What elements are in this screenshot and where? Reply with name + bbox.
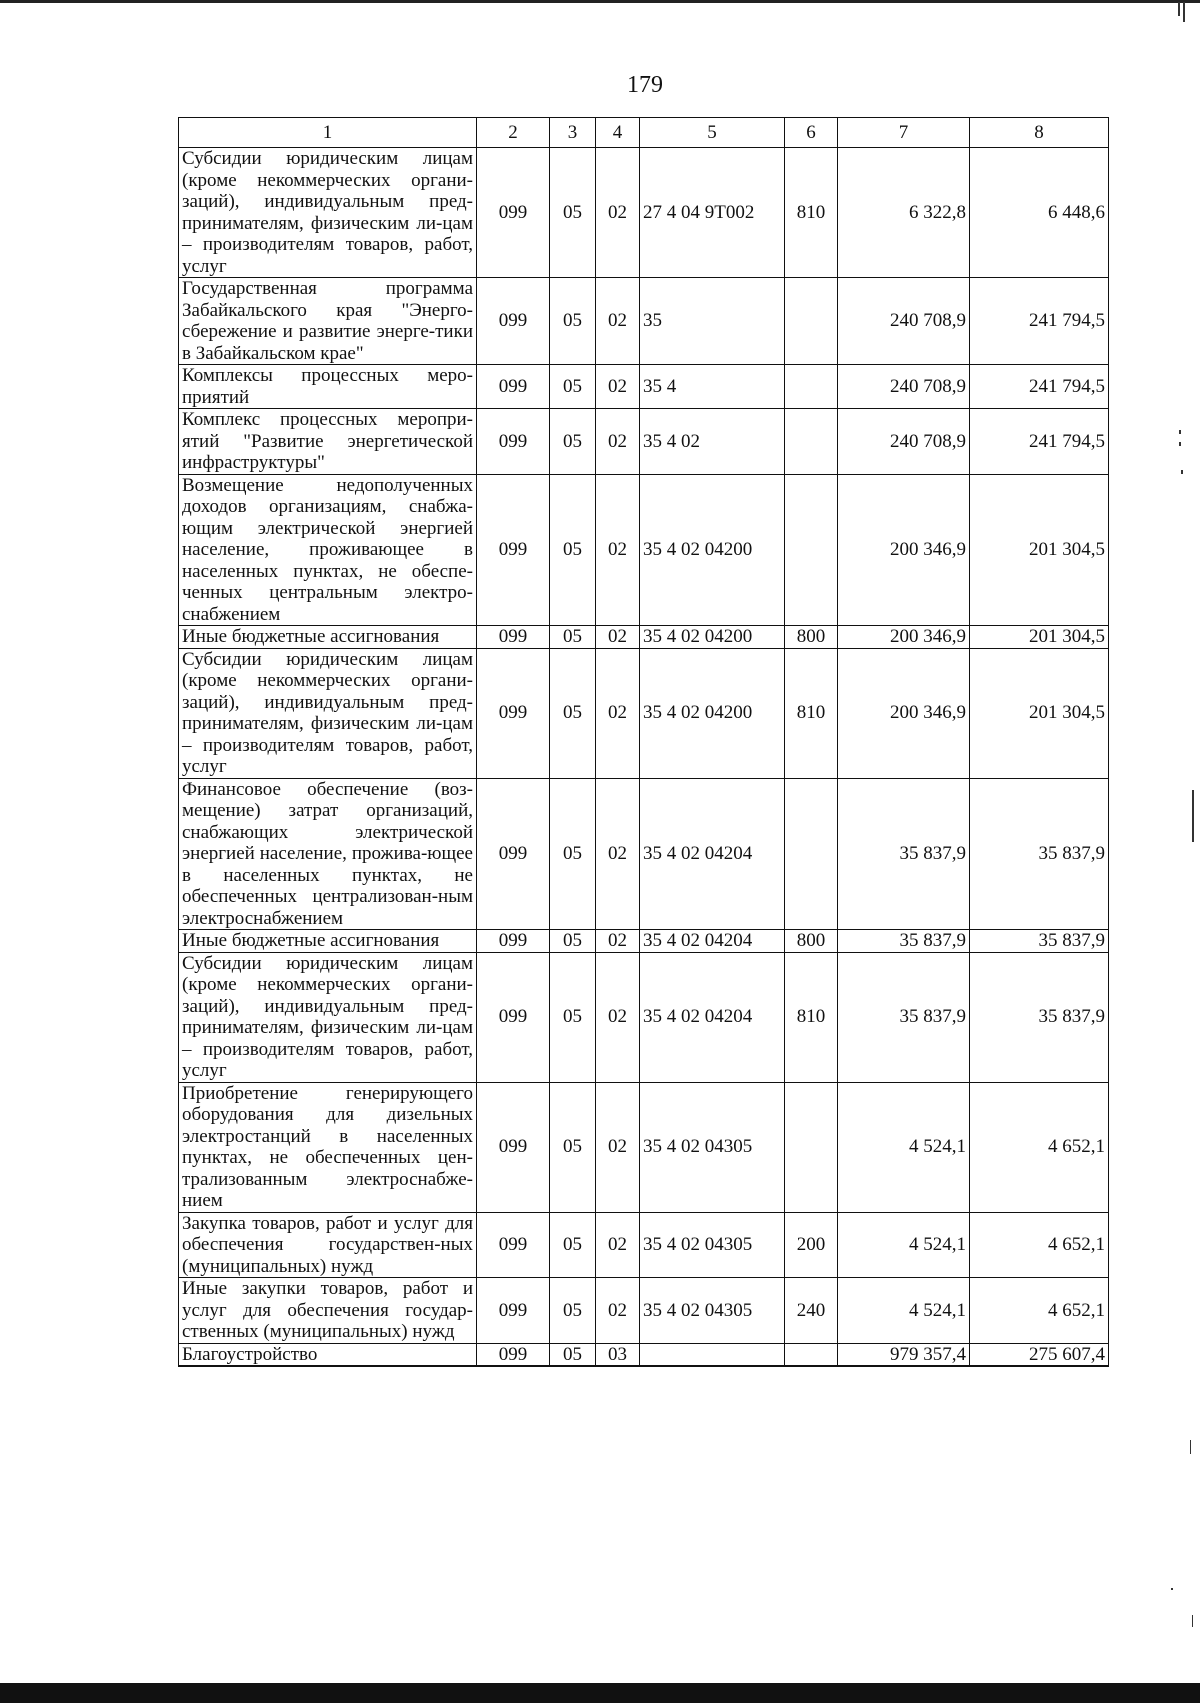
row-name-cell: Иные закупки товаров, работ и услуг для обеспечения государ-ственных (муниципальных) нужд bbox=[179, 1278, 477, 1344]
scan-mark bbox=[1192, 790, 1194, 842]
code-admin-cell: 099 bbox=[477, 474, 550, 626]
amount-col8-cell: 4 652,1 bbox=[970, 1278, 1109, 1344]
code-section-cell: 05 bbox=[550, 278, 596, 365]
code-section-cell: 05 bbox=[550, 365, 596, 409]
code-admin-cell: 099 bbox=[477, 930, 550, 953]
code-subsection-cell: 03 bbox=[596, 1343, 640, 1366]
code-subsection-cell: 02 bbox=[596, 278, 640, 365]
scan-mark bbox=[1192, 1615, 1193, 1627]
code-target-cell: 35 4 02 04200 bbox=[640, 626, 785, 649]
column-header: 6 bbox=[785, 118, 838, 148]
amount-col8-cell: 35 837,9 bbox=[970, 930, 1109, 953]
column-header: 2 bbox=[477, 118, 550, 148]
code-subsection-cell: 02 bbox=[596, 409, 640, 475]
code-section-cell: 05 bbox=[550, 1212, 596, 1278]
table-row bbox=[179, 409, 1109, 475]
table-row bbox=[179, 1343, 1109, 1366]
code-admin-cell: 099 bbox=[477, 365, 550, 409]
page-number: 179 bbox=[627, 72, 663, 98]
code-expense-type-cell: 810 bbox=[785, 148, 838, 278]
code-target-cell: 35 4 02 04204 bbox=[640, 952, 785, 1082]
amount-col7-cell: 4 524,1 bbox=[838, 1278, 970, 1344]
code-admin-cell: 099 bbox=[477, 1343, 550, 1366]
table-row bbox=[179, 626, 1109, 649]
row-name-cell: Благоустройство bbox=[179, 1343, 477, 1366]
code-expense-type-cell: 810 bbox=[785, 952, 838, 1082]
amount-col8-cell: 35 837,9 bbox=[970, 952, 1109, 1082]
code-section-cell: 05 bbox=[550, 1278, 596, 1344]
amount-col8-cell: 241 794,5 bbox=[970, 278, 1109, 365]
code-section-cell: 05 bbox=[550, 409, 596, 475]
table-header-row bbox=[179, 118, 1109, 148]
scan-mark bbox=[1171, 1588, 1173, 1590]
code-section-cell: 05 bbox=[550, 648, 596, 778]
amount-col7-cell: 35 837,9 bbox=[838, 778, 970, 930]
code-admin-cell: 099 bbox=[477, 278, 550, 365]
code-target-cell: 35 bbox=[640, 278, 785, 365]
amount-col7-cell: 979 357,4 bbox=[838, 1343, 970, 1366]
code-target-cell: 35 4 02 04305 bbox=[640, 1212, 785, 1278]
code-target-cell: 35 4 02 04200 bbox=[640, 474, 785, 626]
code-target-cell: 35 4 02 04204 bbox=[640, 930, 785, 953]
code-expense-type-cell: 240 bbox=[785, 1278, 838, 1344]
code-expense-type-cell: 800 bbox=[785, 930, 838, 953]
code-subsection-cell: 02 bbox=[596, 148, 640, 278]
column-header: 7 bbox=[838, 118, 970, 148]
amount-col8-cell: 4 652,1 bbox=[970, 1082, 1109, 1212]
amount-col8-cell: 6 448,6 bbox=[970, 148, 1109, 278]
code-expense-type-cell bbox=[785, 778, 838, 930]
amount-col7-cell: 200 346,9 bbox=[838, 626, 970, 649]
code-target-cell: 35 4 bbox=[640, 365, 785, 409]
code-section-cell: 05 bbox=[550, 1343, 596, 1366]
code-target-cell: 35 4 02 04305 bbox=[640, 1082, 785, 1212]
budget-table bbox=[178, 117, 1109, 1367]
code-section-cell: 05 bbox=[550, 626, 596, 649]
code-admin-cell: 099 bbox=[477, 626, 550, 649]
row-name-cell: Государственная программа Забайкальского края "Энерго-сбережение и развитие энерге-тики в Забайкальском крае" bbox=[179, 278, 477, 365]
scan-mark bbox=[1179, 430, 1181, 434]
code-section-cell: 05 bbox=[550, 952, 596, 1082]
table-row bbox=[179, 278, 1109, 365]
code-subsection-cell: 02 bbox=[596, 474, 640, 626]
code-admin-cell: 099 bbox=[477, 778, 550, 930]
column-header: 1 bbox=[179, 118, 477, 148]
row-name-cell: Возмещение недополученных доходов организациям, снабжа-ющим электрической энергией население, проживающее в населенных пунктах, не обеспе-ченных центральным электро-снабжением bbox=[179, 474, 477, 626]
scan-mark bbox=[1179, 442, 1181, 446]
row-name-cell: Субсидии юридическим лицам (кроме некоммерческих органи-заций), индивидуальным пред-принимателям, физическим ли-цам – производителям товаров, работ, услуг bbox=[179, 952, 477, 1082]
table-row bbox=[179, 1082, 1109, 1212]
code-expense-type-cell bbox=[785, 278, 838, 365]
amount-col7-cell: 35 837,9 bbox=[838, 952, 970, 1082]
table-row bbox=[179, 365, 1109, 409]
scan-mark bbox=[1183, 2, 1185, 22]
table-row bbox=[179, 474, 1109, 626]
row-name-cell: Приобретение генерирующего оборудования для дизельных электростанций в населенных пунктах, не обеспеченных цен-трализованным электроснабже-нием bbox=[179, 1082, 477, 1212]
code-expense-type-cell bbox=[785, 1082, 838, 1212]
column-header: 4 bbox=[596, 118, 640, 148]
code-section-cell: 05 bbox=[550, 778, 596, 930]
code-section-cell: 05 bbox=[550, 930, 596, 953]
scan-top-edge bbox=[0, 0, 1200, 3]
code-expense-type-cell: 810 bbox=[785, 648, 838, 778]
row-name-cell: Субсидии юридическим лицам (кроме некоммерческих органи-заций), индивидуальным пред-принимателям, физическим ли-цам – производителям товаров, работ, услуг bbox=[179, 148, 477, 278]
amount-col7-cell: 240 708,9 bbox=[838, 409, 970, 475]
amount-col7-cell: 4 524,1 bbox=[838, 1212, 970, 1278]
code-subsection-cell: 02 bbox=[596, 778, 640, 930]
code-admin-cell: 099 bbox=[477, 648, 550, 778]
row-name-cell: Субсидии юридическим лицам (кроме некоммерческих органи-заций), индивидуальным пред-принимателям, физическим ли-цам – производителям товаров, работ, услуг bbox=[179, 648, 477, 778]
row-name-cell: Финансовое обеспечение (воз-мещение) затрат организаций, снабжающих электрической энергией население, прожива-ющее в населенных пунктах, не обеспеченных централизован-ным электроснабжением bbox=[179, 778, 477, 930]
code-subsection-cell: 02 bbox=[596, 1082, 640, 1212]
table-row bbox=[179, 1278, 1109, 1344]
table-row bbox=[179, 648, 1109, 778]
amount-col8-cell: 241 794,5 bbox=[970, 365, 1109, 409]
amount-col7-cell: 200 346,9 bbox=[838, 648, 970, 778]
code-section-cell: 05 bbox=[550, 148, 596, 278]
amount-col8-cell: 35 837,9 bbox=[970, 778, 1109, 930]
column-header: 3 bbox=[550, 118, 596, 148]
scan-mark bbox=[1190, 1440, 1191, 1454]
amount-col8-cell: 275 607,4 bbox=[970, 1343, 1109, 1366]
table-row bbox=[179, 148, 1109, 278]
amount-col7-cell: 4 524,1 bbox=[838, 1082, 970, 1212]
code-target-cell: 35 4 02 04305 bbox=[640, 1278, 785, 1344]
code-subsection-cell: 02 bbox=[596, 648, 640, 778]
row-name-cell: Иные бюджетные ассигнования bbox=[179, 930, 477, 953]
row-name-cell: Иные бюджетные ассигнования bbox=[179, 626, 477, 649]
row-name-cell: Закупка товаров, работ и услуг для обеспечения государствен-ных (муниципальных) нужд bbox=[179, 1212, 477, 1278]
scan-mark bbox=[1181, 470, 1183, 474]
amount-col8-cell: 201 304,5 bbox=[970, 474, 1109, 626]
amount-col7-cell: 240 708,9 bbox=[838, 278, 970, 365]
amount-col7-cell: 35 837,9 bbox=[838, 930, 970, 953]
code-target-cell: 35 4 02 04200 bbox=[640, 648, 785, 778]
code-expense-type-cell: 200 bbox=[785, 1212, 838, 1278]
table-row bbox=[179, 952, 1109, 1082]
amount-col8-cell: 4 652,1 bbox=[970, 1212, 1109, 1278]
code-admin-cell: 099 bbox=[477, 409, 550, 475]
column-header: 5 bbox=[640, 118, 785, 148]
code-expense-type-cell bbox=[785, 365, 838, 409]
code-admin-cell: 099 bbox=[477, 1212, 550, 1278]
code-admin-cell: 099 bbox=[477, 952, 550, 1082]
code-target-cell: 35 4 02 bbox=[640, 409, 785, 475]
code-target-cell: 27 4 04 9Т002 bbox=[640, 148, 785, 278]
code-target-cell: 35 4 02 04204 bbox=[640, 778, 785, 930]
scan-bottom-edge bbox=[0, 1683, 1200, 1703]
code-section-cell: 05 bbox=[550, 474, 596, 626]
code-section-cell: 05 bbox=[550, 1082, 596, 1212]
code-expense-type-cell: 800 bbox=[785, 626, 838, 649]
table-row bbox=[179, 778, 1109, 930]
amount-col7-cell: 200 346,9 bbox=[838, 474, 970, 626]
code-admin-cell: 099 bbox=[477, 148, 550, 278]
code-subsection-cell: 02 bbox=[596, 1212, 640, 1278]
row-name-cell: Комплексы процессных меро-приятий bbox=[179, 365, 477, 409]
code-admin-cell: 099 bbox=[477, 1278, 550, 1344]
code-subsection-cell: 02 bbox=[596, 1278, 640, 1344]
amount-col8-cell: 201 304,5 bbox=[970, 626, 1109, 649]
row-name-cell: Комплекс процессных меропри-ятий "Развитие энергетической инфраструктуры" bbox=[179, 409, 477, 475]
code-target-cell bbox=[640, 1343, 785, 1366]
table-row bbox=[179, 1212, 1109, 1278]
code-admin-cell: 099 bbox=[477, 1082, 550, 1212]
amount-col8-cell: 241 794,5 bbox=[970, 409, 1109, 475]
code-expense-type-cell bbox=[785, 474, 838, 626]
code-expense-type-cell bbox=[785, 1343, 838, 1366]
code-subsection-cell: 02 bbox=[596, 952, 640, 1082]
scan-mark bbox=[1178, 2, 1180, 16]
table-row bbox=[179, 930, 1109, 953]
column-header: 8 bbox=[970, 118, 1109, 148]
amount-col7-cell: 6 322,8 bbox=[838, 148, 970, 278]
code-subsection-cell: 02 bbox=[596, 626, 640, 649]
amount-col8-cell: 201 304,5 bbox=[970, 648, 1109, 778]
code-expense-type-cell bbox=[785, 409, 838, 475]
code-subsection-cell: 02 bbox=[596, 365, 640, 409]
code-subsection-cell: 02 bbox=[596, 930, 640, 953]
amount-col7-cell: 240 708,9 bbox=[838, 365, 970, 409]
